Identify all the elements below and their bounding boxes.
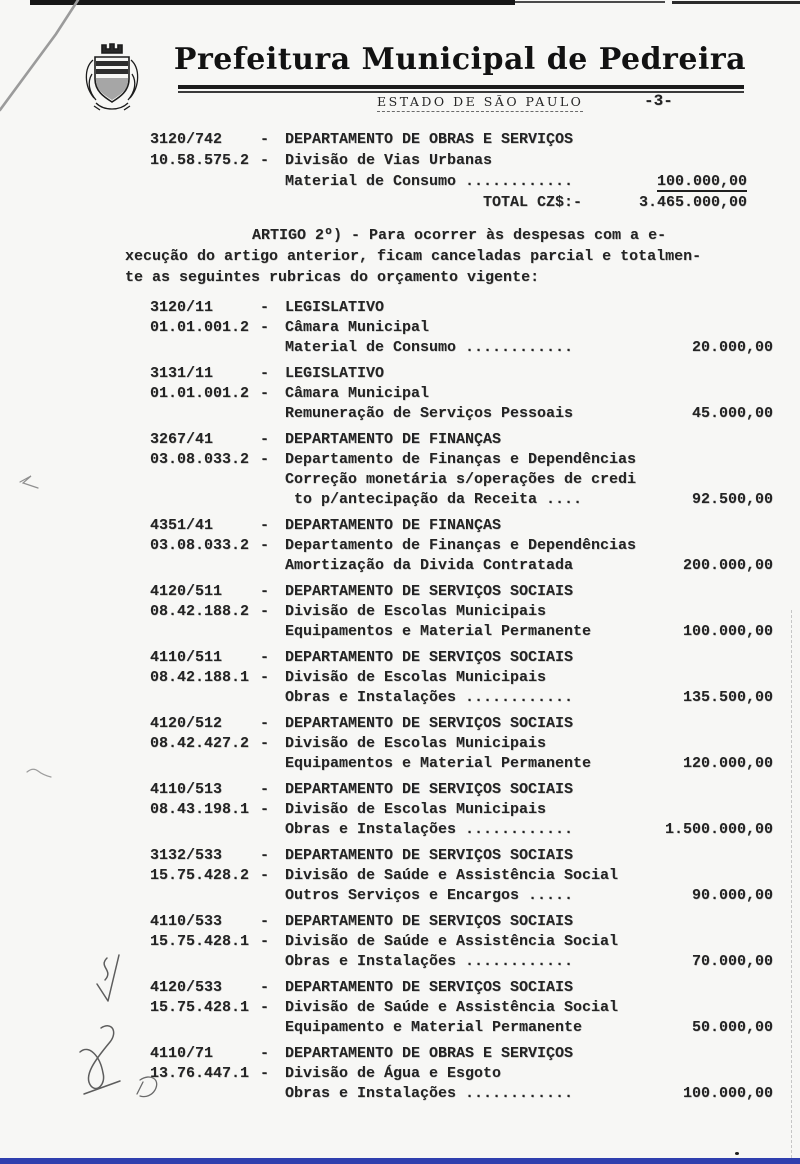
entry-division: Divisão de Vias Urbanas <box>285 152 493 169</box>
pencil-mark <box>20 476 38 488</box>
document-body <box>125 129 773 1110</box>
spacer <box>150 622 260 642</box>
spacer <box>260 404 285 424</box>
scan-edge-top <box>672 1 800 4</box>
entry-subcode: 08.42.188.2 <box>150 603 250 620</box>
entry-department: DEPARTAMENTO DE SERVIÇOS SOCIAIS <box>285 781 574 798</box>
entry-subcode: 15.75.428.1 <box>150 999 250 1016</box>
dash: - <box>260 152 270 169</box>
entry-item: Obras e Instalações ............ <box>285 689 574 706</box>
spacer <box>150 556 260 576</box>
entry-item: Obras e Instalações ............ <box>285 821 574 838</box>
scan-fold-line <box>0 0 78 110</box>
entry-item: Correção monetária s/operações de credi <box>285 471 637 488</box>
entry-code: 4110/71 <box>150 1045 214 1062</box>
article-line: ARTIGO 2º) - Para ocorrer às despesas com a e- <box>252 227 667 244</box>
spacer <box>260 754 285 774</box>
entry-department: DEPARTAMENTO DE FINANÇAS <box>285 517 502 534</box>
dash: - <box>260 319 270 336</box>
entry-row <box>150 450 773 470</box>
entry-item: Amortização da Divida Contratada <box>285 557 574 574</box>
spacer <box>260 886 285 906</box>
scan-edge-bottom <box>0 1158 800 1164</box>
header-subtitle: ESTADO DE SÃO PAULO <box>377 94 583 112</box>
spacer <box>150 171 260 192</box>
pencil-scribble <box>97 955 119 1001</box>
dash: - <box>260 299 270 316</box>
spacer <box>260 490 285 510</box>
article-line: xecução do artigo anterior, ficam canceladas parcial e totalmen- <box>125 248 702 265</box>
scan-edge-right <box>791 610 792 1158</box>
entry-code: 3132/533 <box>150 847 223 864</box>
entry-department: DEPARTAMENTO DE FINANÇAS <box>285 431 502 448</box>
entry-row <box>150 780 773 800</box>
budget-entry <box>150 516 773 576</box>
entry-amount: 90.000,00 <box>691 887 773 904</box>
entry-department: LEGISLATIVO <box>285 365 385 382</box>
spacer <box>150 886 260 906</box>
spacer <box>150 404 260 424</box>
entry-row <box>150 338 773 358</box>
entry-row <box>150 648 773 668</box>
dash: - <box>260 365 270 382</box>
spacer <box>260 622 285 642</box>
entry-subcode: 13.76.447.1 <box>150 1065 250 1082</box>
dash: - <box>260 669 270 686</box>
spacer <box>260 171 285 192</box>
spacer <box>260 192 285 213</box>
entry-item: Outros Serviços e Encargos ..... <box>285 887 574 904</box>
page-number: -3- <box>644 92 673 110</box>
entry-item: Obras e Instalações ............ <box>285 1085 574 1102</box>
entry-department: DEPARTAMENTO DE OBRAS E SERVIÇOS <box>285 1045 574 1062</box>
entry-item: Equipamentos e Material Permanente <box>285 755 592 772</box>
entry-amount: 100.000,00 <box>682 1085 773 1102</box>
budget-entry <box>150 582 773 642</box>
dash: - <box>260 451 270 468</box>
entry-division: Divisão de Escolas Municipais <box>285 735 547 752</box>
scan-edge-top <box>515 1 665 3</box>
intro-block <box>150 129 773 213</box>
dash: - <box>260 913 270 930</box>
entry-row <box>150 364 773 384</box>
entry-row <box>150 800 773 820</box>
dash: - <box>260 603 270 620</box>
dash: - <box>260 715 270 732</box>
dash: - <box>260 431 270 448</box>
entry-amount: 120.000,00 <box>682 755 773 772</box>
budget-entry <box>150 846 773 906</box>
entry-subcode: 01.01.001.2 <box>150 385 250 402</box>
entry-row <box>150 536 773 556</box>
entries-list <box>150 298 773 1104</box>
entry-department: DEPARTAMENTO DE SERVIÇOS SOCIAIS <box>285 847 574 864</box>
entry-code: 4110/513 <box>150 781 223 798</box>
spacer <box>260 820 285 840</box>
entry-department: LEGISLATIVO <box>285 299 385 316</box>
entry-row <box>150 150 773 171</box>
spacer <box>150 470 260 490</box>
entry-row <box>150 978 773 998</box>
entry-row <box>150 714 773 734</box>
spacer <box>150 1084 260 1104</box>
entry-item: Equipamentos e Material Permanente <box>285 623 592 640</box>
dash: - <box>260 1045 270 1062</box>
entry-code: 4120/511 <box>150 583 223 600</box>
entry-division: Divisão de Saúde e Assistência Social <box>285 933 619 950</box>
budget-entry <box>150 648 773 708</box>
entry-code: 4120/533 <box>150 979 223 996</box>
spacer <box>150 952 260 972</box>
underlined-amount: 100.000,00 <box>656 173 747 190</box>
entry-department: DEPARTAMENTO DE SERVIÇOS SOCIAIS <box>285 913 574 930</box>
dash: - <box>260 933 270 950</box>
dash: - <box>260 847 270 864</box>
budget-entry <box>150 1044 773 1104</box>
dash: - <box>260 385 270 402</box>
entry-row <box>150 602 773 622</box>
entry-amount: 20.000,00 <box>691 339 773 356</box>
entry-row <box>150 820 773 840</box>
spacer <box>150 192 260 213</box>
ink-speck <box>735 1152 739 1155</box>
page-title: Prefeitura Municipal de Pedreira <box>173 42 747 77</box>
entry-amount: 200.000,00 <box>682 557 773 574</box>
entry-division: Divisão de Água e Esgoto <box>285 1065 502 1082</box>
entry-department: DEPARTAMENTO DE SERVIÇOS SOCIAIS <box>285 979 574 996</box>
spacer <box>150 1018 260 1038</box>
budget-entry <box>150 430 773 510</box>
entry-division: Departamento de Finanças e Dependências <box>285 451 637 468</box>
entry-row <box>150 490 773 510</box>
entry-amount: 100.000,00 <box>682 623 773 640</box>
entry-item: to p/antecipação da Receita .... <box>285 491 583 508</box>
entry-department: DEPARTAMENTO DE SERVIÇOS SOCIAIS <box>285 583 574 600</box>
entry-subcode: 15.75.428.2 <box>150 867 250 884</box>
entry-code: 3267/41 <box>150 431 214 448</box>
header-rule-thick <box>178 85 744 89</box>
entry-division: Departamento de Finanças e Dependências <box>285 537 637 554</box>
entry-code: 4120/512 <box>150 715 223 732</box>
spacer <box>260 556 285 576</box>
entry-row <box>150 622 773 642</box>
entry-row <box>150 171 773 192</box>
entry-row <box>150 866 773 886</box>
dash: - <box>260 735 270 752</box>
entry-amount: 135.500,00 <box>682 689 773 706</box>
entry-code: 4110/511 <box>150 649 223 666</box>
entry-row <box>150 846 773 866</box>
budget-entry <box>150 298 773 358</box>
entry-department: DEPARTAMENTO DE SERVIÇOS SOCIAIS <box>285 715 574 732</box>
entry-code: 3131/11 <box>150 365 214 382</box>
entry-subcode: 03.08.033.2 <box>150 451 250 468</box>
total-label: TOTAL CZ$:- <box>482 194 582 211</box>
entry-row <box>150 754 773 774</box>
entry-code: 4110/533 <box>150 913 223 930</box>
article-paragraph <box>125 225 773 288</box>
entry-row <box>150 932 773 952</box>
entry-item: Remuneração de Serviços Pessoais <box>285 405 574 422</box>
spacer <box>150 338 260 358</box>
entry-code: 3120/11 <box>150 299 214 316</box>
entry-division: Divisão de Saúde e Assistência Social <box>285 867 619 884</box>
entry-subcode: 03.08.033.2 <box>150 537 250 554</box>
spacer <box>260 338 285 358</box>
spacer <box>150 820 260 840</box>
dash: - <box>260 1065 270 1082</box>
spacer <box>260 470 285 490</box>
dash: - <box>260 999 270 1016</box>
entry-division: Divisão de Saúde e Assistência Social <box>285 999 619 1016</box>
entry-row <box>150 998 773 1018</box>
entry-division: Divisão de Escolas Municipais <box>285 801 547 818</box>
entry-subcode: 15.75.428.1 <box>150 933 250 950</box>
entry-item: Material de Consumo ............ <box>285 339 574 356</box>
dash: - <box>260 979 270 996</box>
entry-row <box>150 404 773 424</box>
spacer <box>260 1018 285 1038</box>
entry-row <box>150 912 773 932</box>
entry-item: Equipamento e Material Permanente <box>285 1019 583 1036</box>
pencil-scribble <box>80 1026 120 1094</box>
total-row <box>150 192 773 213</box>
budget-entry <box>150 714 773 774</box>
entry-amount: 1.500.000,00 <box>664 821 773 838</box>
entry-subcode: 08.42.188.1 <box>150 669 250 686</box>
spacer <box>150 754 260 774</box>
spacer <box>260 688 285 708</box>
entry-row <box>150 1084 773 1104</box>
entry-row <box>150 298 773 318</box>
dash: - <box>260 537 270 554</box>
entry-division: Divisão de Escolas Municipais <box>285 669 547 686</box>
entry-row <box>150 129 773 150</box>
budget-entry <box>150 780 773 840</box>
entry-item: Material de Consumo ............ <box>285 173 574 190</box>
budget-entry <box>150 364 773 424</box>
dash: - <box>260 517 270 534</box>
entry-row <box>150 1064 773 1084</box>
entry-subcode: 08.43.198.1 <box>150 801 250 818</box>
entry-subcode: 10.58.575.2 <box>150 152 250 169</box>
spacer <box>150 490 260 510</box>
spacer <box>260 1084 285 1104</box>
dash: - <box>260 781 270 798</box>
entry-row <box>150 688 773 708</box>
entry-row <box>150 318 773 338</box>
entry-row <box>150 886 773 906</box>
entry-amount: 50.000,00 <box>691 1019 773 1036</box>
budget-entry <box>150 978 773 1038</box>
entry-amount <box>597 171 773 192</box>
entry-division: Câmara Municipal <box>285 319 430 336</box>
entry-subcode: 08.42.427.2 <box>150 735 250 752</box>
entry-item: Obras e Instalações ............ <box>285 953 574 970</box>
pencil-mark <box>27 769 51 777</box>
entry-row <box>150 384 773 404</box>
spacer <box>150 688 260 708</box>
entry-row <box>150 1018 773 1038</box>
dash: - <box>260 867 270 884</box>
entry-row <box>150 668 773 688</box>
entry-subcode: 01.01.001.2 <box>150 319 250 336</box>
budget-entry <box>150 912 773 972</box>
entry-department: DEPARTAMENTO DE OBRAS E SERVIÇOS <box>285 131 574 148</box>
entry-row <box>150 470 773 490</box>
entry-amount: 45.000,00 <box>691 405 773 422</box>
entry-row <box>150 556 773 576</box>
total-amount: 3.465.000,00 <box>638 194 747 211</box>
dash: - <box>260 131 270 148</box>
entry-code: 3120/742 <box>150 131 223 148</box>
coat-of-arms-icon <box>82 40 142 114</box>
dash: - <box>260 801 270 818</box>
scan-edge-top <box>30 0 515 5</box>
entry-amount: 70.000,00 <box>691 953 773 970</box>
entry-amount: 92.500,00 <box>691 491 773 508</box>
entry-row <box>150 582 773 602</box>
dash: - <box>260 649 270 666</box>
dash: - <box>260 583 270 600</box>
entry-row <box>150 734 773 754</box>
entry-row <box>150 430 773 450</box>
entry-row <box>150 516 773 536</box>
entry-amount <box>636 470 786 490</box>
entry-department: DEPARTAMENTO DE SERVIÇOS SOCIAIS <box>285 649 574 666</box>
entry-code: 4351/41 <box>150 517 214 534</box>
entry-row <box>150 1044 773 1064</box>
entry-division: Câmara Municipal <box>285 385 430 402</box>
entry-row <box>150 952 773 972</box>
entry-division: Divisão de Escolas Municipais <box>285 603 547 620</box>
spacer <box>260 952 285 972</box>
article-line: te as seguintes rubricas do orçamento vigente: <box>125 269 540 286</box>
